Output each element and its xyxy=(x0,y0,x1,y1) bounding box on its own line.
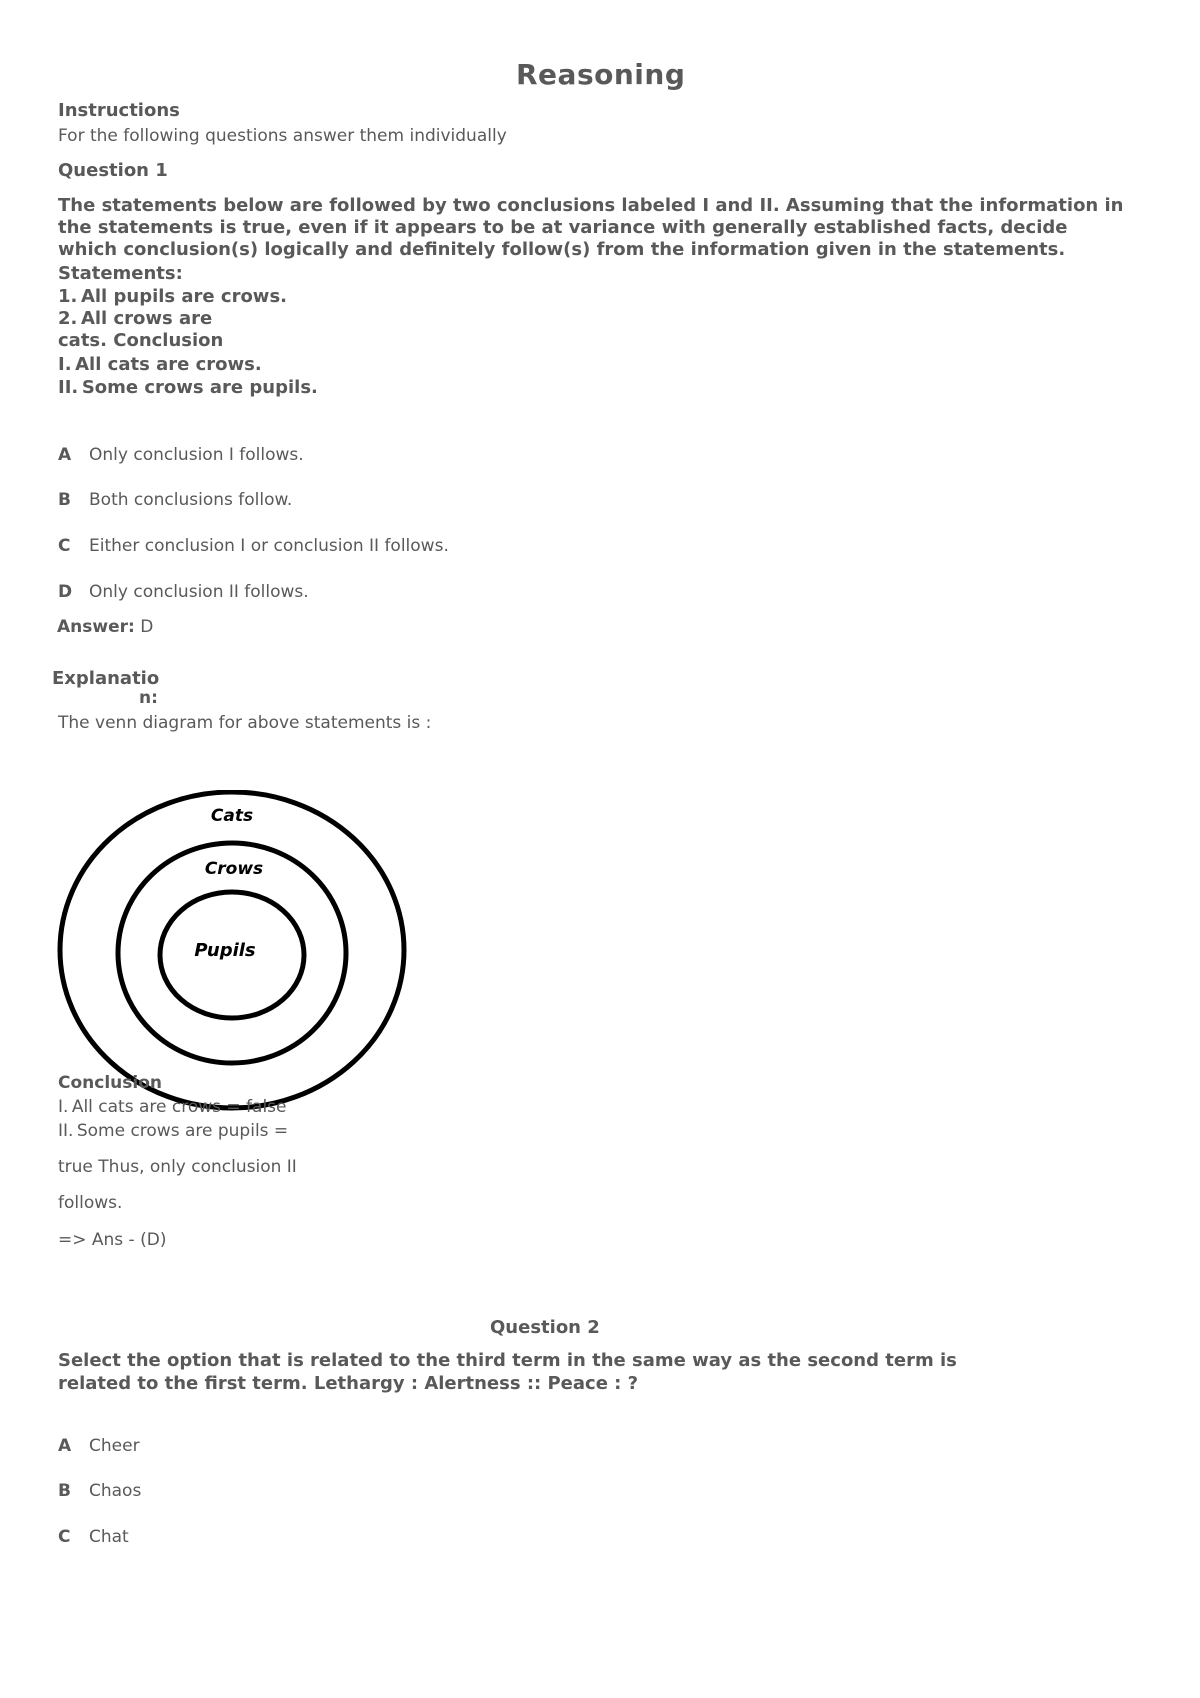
instructions-heading: Instructions xyxy=(58,100,180,121)
question-1-prompt xyxy=(58,195,1158,399)
question-2-heading: Question 2 xyxy=(490,1317,600,1338)
option-letter: C xyxy=(58,1527,71,1547)
question-2-prompt-line: related to the first term. Lethargy : Alertness :: Peace : ? xyxy=(58,1373,639,1394)
option-text: Chat xyxy=(89,1527,129,1547)
option-letter: A xyxy=(58,445,72,465)
option-letter: B xyxy=(58,1481,71,1501)
option-letter: A xyxy=(58,1436,72,1456)
question-1-prompt-line: the statements is true, even if it appears to be at variance with generally established facts, decide xyxy=(58,217,1068,238)
question-1-prompt-line: The statements below are followed by two conclusions labeled I and II. Assuming that the information in xyxy=(58,195,1124,216)
explanation-heading: Explanatio xyxy=(52,668,160,689)
explanation-text: The venn diagram for above statements is : xyxy=(58,713,432,733)
venn-inner-label: Pupils xyxy=(194,940,256,961)
option-text: Cheer xyxy=(89,1436,140,1456)
question-2-prompt xyxy=(58,1350,1158,1395)
statement-line: cats. Conclusion xyxy=(58,330,224,351)
option-text: Chaos xyxy=(89,1481,142,1501)
conclusion-heading: Conclusion xyxy=(58,1073,162,1093)
option-text: Only conclusion II follows. xyxy=(89,582,309,602)
conclusion-line: follows. xyxy=(58,1193,123,1213)
statement-line: 2. All crows are xyxy=(58,308,213,329)
conclusion-line: => Ans - (D) xyxy=(58,1230,167,1250)
option-letter: C xyxy=(58,536,71,556)
option-letter: D xyxy=(58,582,73,602)
statement-line: 1. All pupils are crows. xyxy=(58,286,287,307)
conclusion-line: II. Some crows are pupils = xyxy=(58,1121,289,1141)
option-text: Only conclusion I follows. xyxy=(89,445,304,465)
answer-label: Answer: xyxy=(57,617,135,637)
question-1-heading: Question 1 xyxy=(58,160,168,181)
statement-line: I. All cats are crows. xyxy=(58,354,262,375)
statement-line: II. Some crows are pupils. xyxy=(58,377,318,398)
conclusion-line: I. All cats are crows = false xyxy=(58,1097,287,1117)
explanation-heading-wrap: n: xyxy=(139,688,158,708)
statements-heading: Statements: xyxy=(58,263,183,284)
option-text: Either conclusion I or conclusion II follows. xyxy=(89,536,449,556)
question-1-prompt-line: which conclusion(s) logically and definitely follow(s) from the information given in the statements. xyxy=(58,239,1066,260)
venn-diagram xyxy=(50,790,420,1120)
question-2-prompt-line: Select the option that is related to the third term in the same way as the second term is xyxy=(58,1350,957,1371)
option-letter: B xyxy=(58,490,71,510)
venn-outer-label: Cats xyxy=(210,806,254,826)
page-title: Reasoning xyxy=(516,58,686,91)
answer-value: D xyxy=(134,617,154,637)
venn-middle-label: Crows xyxy=(204,859,264,879)
answer-line xyxy=(57,617,153,637)
instructions-text: For the following questions answer them individually xyxy=(58,126,507,146)
conclusion-line: true Thus, only conclusion II xyxy=(58,1157,297,1177)
option-text: Both conclusions follow. xyxy=(89,490,293,510)
